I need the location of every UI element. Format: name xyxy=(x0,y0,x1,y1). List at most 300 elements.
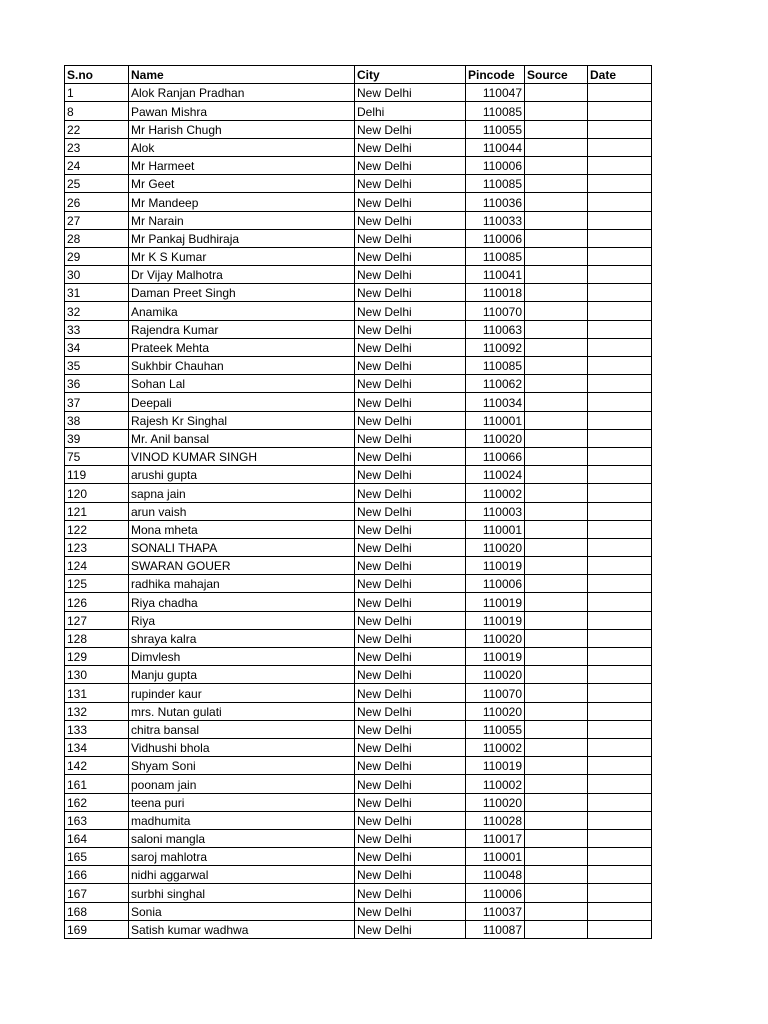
cell-date xyxy=(588,920,652,938)
cell-pincode: 110006 xyxy=(466,156,525,174)
cell-city: New Delhi xyxy=(355,302,466,320)
cell-sno: 31 xyxy=(65,284,129,302)
cell-city: New Delhi xyxy=(355,720,466,738)
cell-name: poonam jain xyxy=(129,775,355,793)
table-row xyxy=(65,447,652,465)
cell-sno: 24 xyxy=(65,156,129,174)
table-row xyxy=(65,138,652,156)
cell-city: New Delhi xyxy=(355,793,466,811)
table-row xyxy=(65,229,652,247)
cell-source xyxy=(525,829,588,847)
cell-date xyxy=(588,156,652,174)
cell-date xyxy=(588,848,652,866)
cell-name: chitra bansal xyxy=(129,720,355,738)
cell-date xyxy=(588,120,652,138)
cell-source xyxy=(525,702,588,720)
cell-sno: 162 xyxy=(65,793,129,811)
cell-city: New Delhi xyxy=(355,411,466,429)
table-row xyxy=(65,175,652,193)
cell-date xyxy=(588,793,652,811)
cell-pincode: 110063 xyxy=(466,320,525,338)
cell-name: Alok Ranjan Pradhan xyxy=(129,84,355,102)
cell-city: New Delhi xyxy=(355,247,466,265)
cell-name: Mr Pankaj Budhiraja xyxy=(129,229,355,247)
cell-source xyxy=(525,266,588,284)
cell-pincode: 110085 xyxy=(466,175,525,193)
cell-city: New Delhi xyxy=(355,429,466,447)
table-row xyxy=(65,375,652,393)
cell-city: New Delhi xyxy=(355,557,466,575)
cell-pincode: 110019 xyxy=(466,611,525,629)
cell-city: New Delhi xyxy=(355,357,466,375)
cell-sno: 28 xyxy=(65,229,129,247)
cell-date xyxy=(588,648,652,666)
cell-date xyxy=(588,320,652,338)
cell-pincode: 110002 xyxy=(466,484,525,502)
table-row xyxy=(65,211,652,229)
table-row xyxy=(65,866,652,884)
cell-name: SWARAN GOUER xyxy=(129,557,355,575)
cell-pincode: 110018 xyxy=(466,284,525,302)
cell-city: New Delhi xyxy=(355,266,466,284)
cell-name: Riya xyxy=(129,611,355,629)
cell-date xyxy=(588,447,652,465)
cell-city: New Delhi xyxy=(355,520,466,538)
cell-sno: 36 xyxy=(65,375,129,393)
header-name: Name xyxy=(129,66,355,84)
table-row xyxy=(65,920,652,938)
cell-name: Daman Preet Singh xyxy=(129,284,355,302)
cell-date xyxy=(588,393,652,411)
cell-sno: 27 xyxy=(65,211,129,229)
cell-pincode: 110006 xyxy=(466,229,525,247)
table-row xyxy=(65,557,652,575)
cell-source xyxy=(525,720,588,738)
cell-date xyxy=(588,829,652,847)
cell-date xyxy=(588,302,652,320)
cell-sno: 167 xyxy=(65,884,129,902)
cell-sno: 131 xyxy=(65,684,129,702)
table-row xyxy=(65,738,652,756)
cell-pincode: 110020 xyxy=(466,666,525,684)
cell-pincode: 110003 xyxy=(466,502,525,520)
cell-city: New Delhi xyxy=(355,84,466,102)
cell-name: Anamika xyxy=(129,302,355,320)
cell-source xyxy=(525,229,588,247)
cell-city: New Delhi xyxy=(355,120,466,138)
cell-name: Pawan Mishra xyxy=(129,102,355,120)
cell-name: Shyam Soni xyxy=(129,757,355,775)
cell-sno: 35 xyxy=(65,357,129,375)
cell-city: New Delhi xyxy=(355,611,466,629)
table-row xyxy=(65,302,652,320)
header-date: Date xyxy=(588,66,652,84)
cell-source xyxy=(525,684,588,702)
table-row xyxy=(65,793,652,811)
cell-sno: 38 xyxy=(65,411,129,429)
header-sno: S.no xyxy=(65,66,129,84)
cell-pincode: 110002 xyxy=(466,775,525,793)
table-row xyxy=(65,466,652,484)
cell-pincode: 110019 xyxy=(466,557,525,575)
cell-sno: 33 xyxy=(65,320,129,338)
cell-sno: 165 xyxy=(65,848,129,866)
cell-date xyxy=(588,593,652,611)
cell-source xyxy=(525,920,588,938)
cell-pincode: 110070 xyxy=(466,684,525,702)
cell-city: New Delhi xyxy=(355,229,466,247)
cell-name: Mr Narain xyxy=(129,211,355,229)
cell-name: Dr Vijay Malhotra xyxy=(129,266,355,284)
table-row xyxy=(65,848,652,866)
cell-sno: 39 xyxy=(65,429,129,447)
cell-sno: 120 xyxy=(65,484,129,502)
cell-city: New Delhi xyxy=(355,175,466,193)
cell-pincode: 110019 xyxy=(466,648,525,666)
cell-sno: 164 xyxy=(65,829,129,847)
cell-name: SONALI THAPA xyxy=(129,538,355,556)
cell-pincode: 110087 xyxy=(466,920,525,938)
cell-sno: 169 xyxy=(65,920,129,938)
cell-city: New Delhi xyxy=(355,284,466,302)
cell-date xyxy=(588,375,652,393)
cell-name: Alok xyxy=(129,138,355,156)
table-row xyxy=(65,120,652,138)
cell-source xyxy=(525,575,588,593)
cell-name: arushi gupta xyxy=(129,466,355,484)
cell-date xyxy=(588,193,652,211)
cell-city: New Delhi xyxy=(355,393,466,411)
cell-date xyxy=(588,102,652,120)
cell-sno: 1 xyxy=(65,84,129,102)
cell-sno: 130 xyxy=(65,666,129,684)
cell-city: New Delhi xyxy=(355,320,466,338)
cell-sno: 163 xyxy=(65,811,129,829)
cell-source xyxy=(525,811,588,829)
table-row xyxy=(65,520,652,538)
cell-source xyxy=(525,338,588,356)
table-row xyxy=(65,902,652,920)
cell-date xyxy=(588,738,652,756)
cell-name: rupinder kaur xyxy=(129,684,355,702)
table-row xyxy=(65,884,652,902)
cell-city: Delhi xyxy=(355,102,466,120)
cell-sno: 129 xyxy=(65,648,129,666)
cell-name: Satish kumar wadhwa xyxy=(129,920,355,938)
cell-source xyxy=(525,284,588,302)
cell-pincode: 110070 xyxy=(466,302,525,320)
cell-pincode: 110006 xyxy=(466,575,525,593)
cell-source xyxy=(525,666,588,684)
cell-source xyxy=(525,375,588,393)
cell-sno: 142 xyxy=(65,757,129,775)
cell-source xyxy=(525,120,588,138)
cell-source xyxy=(525,156,588,174)
cell-sno: 32 xyxy=(65,302,129,320)
cell-sno: 127 xyxy=(65,611,129,629)
cell-name: Mr Harish Chugh xyxy=(129,120,355,138)
table-row xyxy=(65,593,652,611)
cell-name: Mr Mandeep xyxy=(129,193,355,211)
cell-city: New Delhi xyxy=(355,575,466,593)
cell-name: Sonia xyxy=(129,902,355,920)
cell-date xyxy=(588,884,652,902)
cell-source xyxy=(525,357,588,375)
cell-date xyxy=(588,338,652,356)
table-row xyxy=(65,357,652,375)
table-row xyxy=(65,393,652,411)
cell-name: Sukhbir Chauhan xyxy=(129,357,355,375)
cell-sno: 122 xyxy=(65,520,129,538)
cell-source xyxy=(525,411,588,429)
cell-source xyxy=(525,848,588,866)
cell-sno: 34 xyxy=(65,338,129,356)
cell-date xyxy=(588,411,652,429)
cell-source xyxy=(525,320,588,338)
cell-date xyxy=(588,684,652,702)
cell-pincode: 110017 xyxy=(466,829,525,847)
cell-sno: 25 xyxy=(65,175,129,193)
cell-name: Dimvlesh xyxy=(129,648,355,666)
cell-date xyxy=(588,84,652,102)
cell-sno: 161 xyxy=(65,775,129,793)
cell-source xyxy=(525,793,588,811)
cell-name: arun vaish xyxy=(129,502,355,520)
table-row xyxy=(65,775,652,793)
cell-city: New Delhi xyxy=(355,902,466,920)
cell-pincode: 110020 xyxy=(466,702,525,720)
cell-date xyxy=(588,666,652,684)
cell-pincode: 110062 xyxy=(466,375,525,393)
cell-city: New Delhi xyxy=(355,757,466,775)
cell-date xyxy=(588,757,652,775)
cell-source xyxy=(525,484,588,502)
cell-sno: 132 xyxy=(65,702,129,720)
table-row xyxy=(65,429,652,447)
cell-pincode: 110044 xyxy=(466,138,525,156)
table-row xyxy=(65,502,652,520)
table-row xyxy=(65,811,652,829)
cell-sno: 134 xyxy=(65,738,129,756)
table-row xyxy=(65,193,652,211)
cell-source xyxy=(525,175,588,193)
table-row xyxy=(65,757,652,775)
cell-pincode: 110001 xyxy=(466,520,525,538)
cell-sno: 123 xyxy=(65,538,129,556)
cell-source xyxy=(525,247,588,265)
cell-source xyxy=(525,466,588,484)
cell-pincode: 110020 xyxy=(466,793,525,811)
cell-name: Deepali xyxy=(129,393,355,411)
cell-name: shraya kalra xyxy=(129,629,355,647)
cell-date xyxy=(588,357,652,375)
cell-name: sapna jain xyxy=(129,484,355,502)
table-body xyxy=(65,84,652,939)
cell-name: Manju gupta xyxy=(129,666,355,684)
cell-name: surbhi singhal xyxy=(129,884,355,902)
cell-sno: 30 xyxy=(65,266,129,284)
cell-name: Mr Harmeet xyxy=(129,156,355,174)
table-row xyxy=(65,484,652,502)
cell-name: saroj mahlotra xyxy=(129,848,355,866)
cell-date xyxy=(588,284,652,302)
cell-city: New Delhi xyxy=(355,193,466,211)
cell-sno: 133 xyxy=(65,720,129,738)
cell-pincode: 110024 xyxy=(466,466,525,484)
cell-city: New Delhi xyxy=(355,538,466,556)
cell-name: mrs. Nutan gulati xyxy=(129,702,355,720)
table-row xyxy=(65,338,652,356)
cell-source xyxy=(525,502,588,520)
table-row xyxy=(65,411,652,429)
contact-table xyxy=(64,65,652,939)
cell-source xyxy=(525,757,588,775)
table-row xyxy=(65,575,652,593)
table-header xyxy=(65,66,652,84)
cell-source xyxy=(525,138,588,156)
cell-sno: 26 xyxy=(65,193,129,211)
cell-pincode: 110055 xyxy=(466,120,525,138)
cell-name: Rajesh Kr Singhal xyxy=(129,411,355,429)
cell-pincode: 110037 xyxy=(466,902,525,920)
cell-sno: 128 xyxy=(65,629,129,647)
cell-pincode: 110001 xyxy=(466,848,525,866)
cell-pincode: 110036 xyxy=(466,193,525,211)
cell-pincode: 110034 xyxy=(466,393,525,411)
cell-date xyxy=(588,175,652,193)
header-pincode: Pincode xyxy=(466,66,525,84)
cell-sno: 125 xyxy=(65,575,129,593)
cell-city: New Delhi xyxy=(355,848,466,866)
table-row xyxy=(65,102,652,120)
table-row xyxy=(65,538,652,556)
cell-date xyxy=(588,229,652,247)
table-row xyxy=(65,648,652,666)
cell-sno: 119 xyxy=(65,466,129,484)
cell-city: New Delhi xyxy=(355,684,466,702)
cell-city: New Delhi xyxy=(355,811,466,829)
table-row xyxy=(65,247,652,265)
cell-city: New Delhi xyxy=(355,829,466,847)
table-row xyxy=(65,156,652,174)
cell-city: New Delhi xyxy=(355,593,466,611)
cell-pincode: 110048 xyxy=(466,866,525,884)
cell-sno: 8 xyxy=(65,102,129,120)
cell-sno: 168 xyxy=(65,902,129,920)
cell-pincode: 110006 xyxy=(466,884,525,902)
cell-sno: 126 xyxy=(65,593,129,611)
cell-city: New Delhi xyxy=(355,775,466,793)
cell-sno: 37 xyxy=(65,393,129,411)
cell-pincode: 110033 xyxy=(466,211,525,229)
cell-date xyxy=(588,775,652,793)
cell-city: New Delhi xyxy=(355,375,466,393)
cell-date xyxy=(588,520,652,538)
table-row xyxy=(65,629,652,647)
cell-city: New Delhi xyxy=(355,211,466,229)
cell-source xyxy=(525,211,588,229)
cell-source xyxy=(525,193,588,211)
header-source: Source xyxy=(525,66,588,84)
cell-pincode: 110019 xyxy=(466,757,525,775)
cell-name: Prateek Mehta xyxy=(129,338,355,356)
cell-city: New Delhi xyxy=(355,884,466,902)
table-row xyxy=(65,611,652,629)
cell-date xyxy=(588,720,652,738)
cell-source xyxy=(525,902,588,920)
cell-date xyxy=(588,247,652,265)
cell-pincode: 110019 xyxy=(466,593,525,611)
table-row xyxy=(65,684,652,702)
cell-name: Riya chadha xyxy=(129,593,355,611)
cell-source xyxy=(525,629,588,647)
cell-source xyxy=(525,611,588,629)
cell-source xyxy=(525,429,588,447)
cell-source xyxy=(525,775,588,793)
table-row xyxy=(65,829,652,847)
cell-source xyxy=(525,884,588,902)
table-row xyxy=(65,266,652,284)
cell-name: nidhi aggarwal xyxy=(129,866,355,884)
cell-name: Mr K S Kumar xyxy=(129,247,355,265)
cell-city: New Delhi xyxy=(355,484,466,502)
cell-city: New Delhi xyxy=(355,502,466,520)
cell-pincode: 110055 xyxy=(466,720,525,738)
cell-pincode: 110002 xyxy=(466,738,525,756)
cell-name: Mr. Anil bansal xyxy=(129,429,355,447)
cell-sno: 29 xyxy=(65,247,129,265)
cell-city: New Delhi xyxy=(355,466,466,484)
cell-date xyxy=(588,611,652,629)
cell-sno: 22 xyxy=(65,120,129,138)
cell-pincode: 110047 xyxy=(466,84,525,102)
cell-pincode: 110028 xyxy=(466,811,525,829)
cell-city: New Delhi xyxy=(355,866,466,884)
cell-city: New Delhi xyxy=(355,338,466,356)
cell-source xyxy=(525,866,588,884)
cell-source xyxy=(525,557,588,575)
cell-name: VINOD KUMAR SINGH xyxy=(129,447,355,465)
cell-name: Mona mheta xyxy=(129,520,355,538)
cell-date xyxy=(588,811,652,829)
cell-date xyxy=(588,484,652,502)
table-row xyxy=(65,666,652,684)
cell-source xyxy=(525,393,588,411)
cell-sno: 23 xyxy=(65,138,129,156)
cell-date xyxy=(588,538,652,556)
cell-date xyxy=(588,866,652,884)
cell-date xyxy=(588,211,652,229)
cell-city: New Delhi xyxy=(355,447,466,465)
cell-date xyxy=(588,629,652,647)
cell-source xyxy=(525,447,588,465)
cell-city: New Delhi xyxy=(355,138,466,156)
cell-date xyxy=(588,466,652,484)
table-row xyxy=(65,320,652,338)
cell-city: New Delhi xyxy=(355,738,466,756)
cell-pincode: 110020 xyxy=(466,429,525,447)
cell-date xyxy=(588,138,652,156)
cell-source xyxy=(525,648,588,666)
cell-source xyxy=(525,738,588,756)
cell-city: New Delhi xyxy=(355,920,466,938)
cell-name: Vidhushi bhola xyxy=(129,738,355,756)
cell-name: teena puri xyxy=(129,793,355,811)
cell-sno: 121 xyxy=(65,502,129,520)
cell-pincode: 110085 xyxy=(466,102,525,120)
cell-pincode: 110020 xyxy=(466,629,525,647)
cell-date xyxy=(588,429,652,447)
